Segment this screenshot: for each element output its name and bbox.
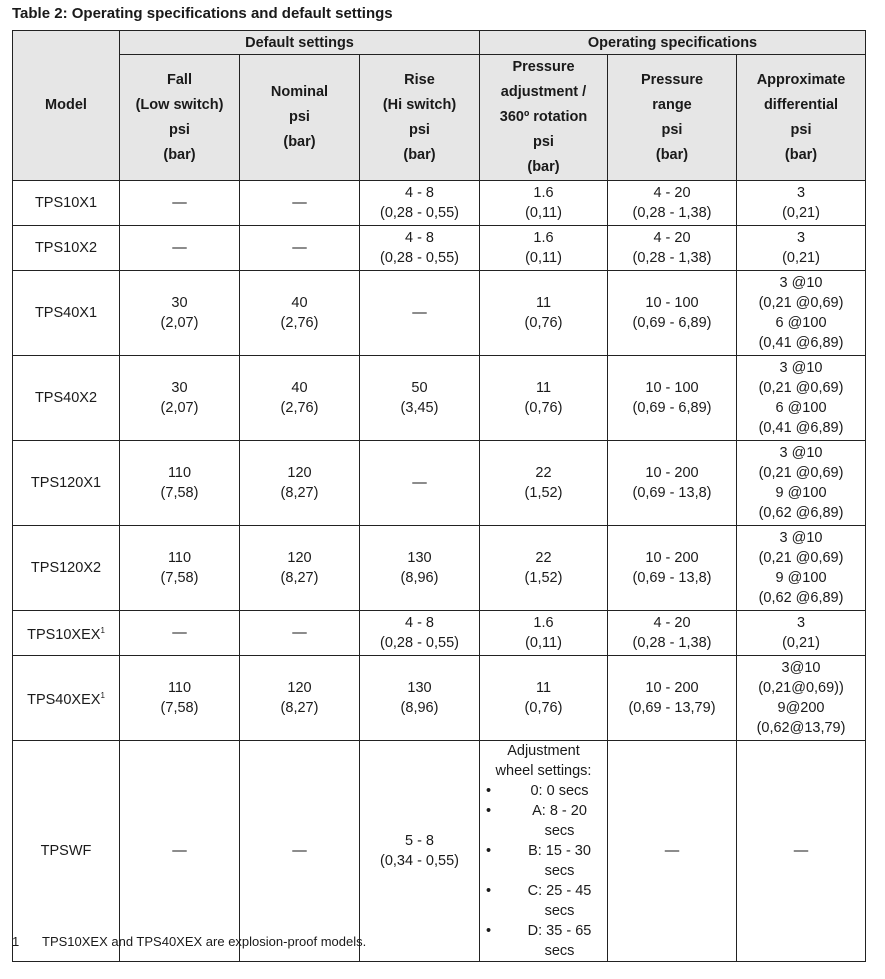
cell-line: 4 - 8 [404,230,434,246]
cell-diff [737,741,866,962]
model-name: TPS40XEX [27,692,101,708]
column-header-line: differential [763,96,839,113]
cell-line: (0,28 - 0,55) [380,635,459,651]
cell-model [13,441,120,526]
cell-fall [120,181,240,226]
column-header-pressure-adjustment [480,55,608,181]
cell-rise [360,656,480,741]
cell-line: (2,07) [160,400,199,416]
cell-line: 120 [287,465,312,481]
cell-line: secs [544,903,575,919]
column-header-line: (Hi switch) [382,96,457,113]
cell-line: 1.6 [533,230,554,246]
cell-line: 4 - 20 [653,615,691,631]
footnote-number: 1 [12,934,20,949]
cell-line: 130 [407,550,432,566]
cell-range [608,271,737,356]
cell-line: (0,11) [525,205,562,221]
cell-line: — [172,625,187,641]
cell-range [608,356,737,441]
adjustment-wheel-heading [482,741,605,781]
cell-line: 1.6 [533,185,554,201]
cell-line: 4 - 8 [404,615,434,631]
column-header-line: adjustment / [500,84,587,100]
column-header-nominal [240,55,360,181]
cell-line: 3 @10 [779,275,823,291]
column-header-line: range [652,96,692,113]
cell-line: A: 8 - 20 secs [532,803,587,839]
cell-line: B: 15 - 30 [528,843,591,859]
group-header-operating-specifications: Operating specifications [480,31,866,55]
model-name: TPS120X1 [30,475,102,491]
cell-line: 11 [535,380,552,396]
operating-specifications-table [12,30,866,962]
cell-line: 10 - 100 [645,295,699,311]
cell-line: (0,69 - 13,8) [632,570,712,586]
cell-line: 4 - 20 [653,185,691,201]
column-header-line: psi [289,109,310,125]
cell-line: (0,21) [782,635,820,651]
cell-rise [360,741,480,962]
cell-line: 10 - 200 [645,680,699,696]
cell-adjust [480,271,608,356]
cell-line: (2,76) [280,315,319,331]
table-row [13,226,866,271]
model-name: TPS40X2 [34,390,98,406]
column-header-rise [360,55,480,181]
cell-line: — [412,305,427,321]
table-row [13,181,866,226]
cell-line: 10 - 100 [645,380,699,396]
cell-line: 6 @100 [775,315,827,331]
cell-line: (2,07) [160,315,199,331]
cell-line: (0,28 - 0,55) [380,205,459,221]
table-row [13,526,866,611]
cell-line: 3 @10 [779,445,823,461]
cell-line: — [172,240,187,256]
cell-rise [360,526,480,611]
cell-range [608,611,737,656]
cell-diff [737,271,866,356]
bullet-icon: • [486,803,492,819]
column-header-fall [120,55,240,181]
cell-line: 3 @10 [779,360,823,376]
cell-line: 22 [535,465,552,481]
cell-line: (7,58) [160,570,199,586]
cell-line: — [412,475,427,491]
cell-rise [360,226,480,271]
cell-line: 4 - 8 [404,185,434,201]
cell-fall [120,226,240,271]
table-row [13,271,866,356]
cell-line: 120 [287,550,312,566]
cell-line: (0,76) [524,700,563,716]
cell-line: wheel settings: [495,763,592,779]
cell-line: 3 [796,615,806,631]
cell-diff [737,611,866,656]
cell-line: 30 [171,295,188,311]
cell-range [608,656,737,741]
bullet-icon: • [486,883,492,899]
cell-nominal [240,181,360,226]
column-header-line: (bar) [163,146,196,163]
cell-fall [120,656,240,741]
cell-adjust [480,741,608,962]
model-name: TPS120X2 [30,560,102,576]
cell-line: 130 [407,680,432,696]
model-name: TPS40X1 [34,305,98,321]
column-header-line: psi [533,134,554,150]
cell-model [13,226,120,271]
cell-line: (0,21) [782,250,820,266]
cell-model [13,611,120,656]
cell-line: (8,27) [280,700,319,716]
column-header-line: (bar) [527,159,560,175]
column-header-line: (Low switch) [135,96,224,113]
cell-line: (0,28 - 0,55) [380,250,459,266]
cell-line: C: 25 - 45 [527,883,592,899]
cell-line: 40 [291,295,308,311]
cell-model [13,741,120,962]
cell-fall [120,356,240,441]
model-name: TPS10X1 [34,195,98,211]
cell-line: secs [544,863,575,879]
column-header-line: (bar) [784,146,818,163]
column-header-line: Rise [404,71,435,88]
cell-line: — [292,843,307,859]
cell-line: 1.6 [533,615,554,631]
cell-line: (0,11) [525,635,562,651]
cell-rise [360,271,480,356]
cell-rise [360,181,480,226]
table-body [13,181,866,962]
footnote-marker: 1 [100,626,105,635]
list-item [482,781,605,801]
table-row [13,356,866,441]
cell-line: 11 [535,295,552,311]
column-header-line: (bar) [655,146,689,163]
cell-line: D: 35 - 65 [527,923,592,939]
cell-diff [737,526,866,611]
cell-line: 120 [287,680,312,696]
cell-line: — [172,195,187,211]
cell-line: (1,52) [524,570,563,586]
cell-line: (0,21 @0,69) [758,295,844,311]
cell-line: (0,21 @0,69) [758,380,844,396]
column-header-model [13,31,120,181]
group-header-default-settings: Default settings [120,31,480,55]
cell-line: (0,41 @6,89) [758,335,844,351]
table-row [13,611,866,656]
column-header-row [13,55,866,181]
cell-line: 9@200 [777,700,825,716]
bullet-icon: • [486,843,492,859]
cell-nominal [240,526,360,611]
cell-line: (7,58) [160,485,199,501]
cell-line: (8,27) [280,570,319,586]
list-item [482,881,605,921]
cell-nominal [240,656,360,741]
column-header-line: psi [169,121,190,138]
cell-nominal [240,441,360,526]
cell-line: secs [544,943,575,959]
cell-rise [360,611,480,656]
cell-diff [737,356,866,441]
model-name: TPSWF [40,843,92,859]
cell-line: 22 [535,550,552,566]
cell-line: — [172,843,187,859]
cell-adjust [480,441,608,526]
cell-line: (0,69 - 6,89) [632,400,712,416]
model-name: TPS10XEX [27,627,101,643]
cell-line: — [292,195,307,211]
cell-model [13,356,120,441]
cell-diff [737,441,866,526]
cell-line: (7,58) [160,700,199,716]
cell-rise [360,356,480,441]
cell-line: (0,34 - 0,55) [380,853,459,869]
cell-diff [737,656,866,741]
group-header-row [13,31,866,55]
model-name: TPS10X2 [34,240,98,256]
cell-nominal [240,271,360,356]
cell-diff [737,226,866,271]
table-row [13,441,866,526]
cell-line: (0,76) [524,400,563,416]
cell-rise [360,441,480,526]
cell-line: Adjustment [507,743,580,759]
column-header-line: Approximate [756,71,846,88]
list-item [482,921,605,961]
list-item [482,801,605,841]
cell-line: — [292,240,307,256]
cell-line: 30 [171,380,188,396]
footnote-marker: 1 [100,691,105,700]
cell-line: (1,52) [524,485,563,501]
cell-adjust [480,611,608,656]
cell-fall [120,526,240,611]
cell-line: 11 [535,680,552,696]
cell-line: — [793,843,809,859]
cell-line: 10 - 200 [645,550,699,566]
cell-range [608,181,737,226]
cell-line: 110 [167,465,192,481]
cell-line: (0,62 @6,89) [758,590,844,606]
cell-fall [120,741,240,962]
cell-line: 0: 0 secs [530,783,589,799]
cell-range [608,526,737,611]
cell-model [13,271,120,356]
column-header-line: Model [45,97,87,113]
table-row [13,741,866,962]
cell-line: 50 [411,380,428,396]
cell-line: (0,69 - 6,89) [632,315,712,331]
cell-line: (2,76) [280,400,319,416]
cell-line: (0,62 @6,89) [758,505,844,521]
column-header-line: Fall [167,71,192,88]
cell-adjust [480,656,608,741]
cell-diff [737,181,866,226]
cell-line: 4 - 20 [653,230,691,246]
cell-line: 3 [796,230,806,246]
cell-fall [120,441,240,526]
cell-model [13,656,120,741]
footnote-text: TPS10XEX and TPS40XEX are explosion-proof models. [42,934,367,949]
cell-line: — [292,625,307,641]
cell-line: 5 - 8 [404,833,434,849]
cell-nominal [240,356,360,441]
column-header-line: psi [790,121,812,138]
cell-line: (0,21 @0,69) [758,550,844,566]
column-header-line: Pressure [640,71,704,88]
cell-line: 3@10 [781,660,821,676]
cell-line: (0,69 - 13,8) [632,485,712,501]
cell-nominal [240,226,360,271]
cell-model [13,181,120,226]
cell-line: 110 [167,680,192,696]
cell-line: (0,21 @0,69) [758,465,844,481]
cell-line: 3 @10 [779,530,823,546]
cell-line: (0,76) [524,315,563,331]
column-header-approximate-differential [737,55,866,181]
cell-line: 9 @100 [775,570,827,586]
column-header-line: Pressure [512,59,575,75]
table-header [13,31,866,181]
bullet-icon: • [486,783,492,799]
cell-range [608,441,737,526]
cell-line: (0,69 - 13,79) [628,700,716,716]
bullet-icon: • [486,923,492,939]
cell-range [608,741,737,962]
cell-line: 110 [167,550,192,566]
footnote [12,933,366,951]
cell-line: 9 @100 [775,485,827,501]
cell-line: (0,28 - 1,38) [632,250,712,266]
column-header-line: psi [661,121,683,138]
list-item [482,841,605,881]
cell-line: 3 [796,185,806,201]
cell-line: (3,45) [400,400,439,416]
cell-line: — [664,843,680,859]
column-header-pressure-range [608,55,737,181]
table-row [13,656,866,741]
cell-fall [120,271,240,356]
table-title: Table 2: Operating specifications and default settings [12,5,393,22]
cell-range [608,226,737,271]
cell-line: (0,41 @6,89) [758,420,844,436]
column-header-line: 360º rotation [499,109,588,125]
cell-line: 6 @100 [775,400,827,416]
column-header-line: Nominal [270,84,329,100]
cell-line: (0,21) [782,205,820,221]
cell-model [13,526,120,611]
cell-line: (0,21@0,69)) [758,680,844,696]
cell-line: (8,27) [280,485,319,501]
cell-adjust [480,181,608,226]
cell-line: (0,11) [525,250,562,266]
cell-nominal [240,611,360,656]
cell-line: 40 [291,380,308,396]
cell-line: (8,96) [400,570,439,586]
column-header-line: (bar) [403,146,436,163]
cell-line: (0,28 - 1,38) [632,205,712,221]
column-header-line: (bar) [283,134,316,150]
column-header-line: psi [409,121,430,138]
cell-adjust [480,226,608,271]
cell-line: (0,28 - 1,38) [632,635,712,651]
cell-line: 10 - 200 [645,465,699,481]
cell-adjust [480,356,608,441]
cell-adjust [480,526,608,611]
cell-line: (8,96) [400,700,439,716]
adjustment-wheel-list [482,781,605,961]
cell-fall [120,611,240,656]
cell-line: (0,62@13,79) [756,720,846,736]
cell-nominal [240,741,360,962]
